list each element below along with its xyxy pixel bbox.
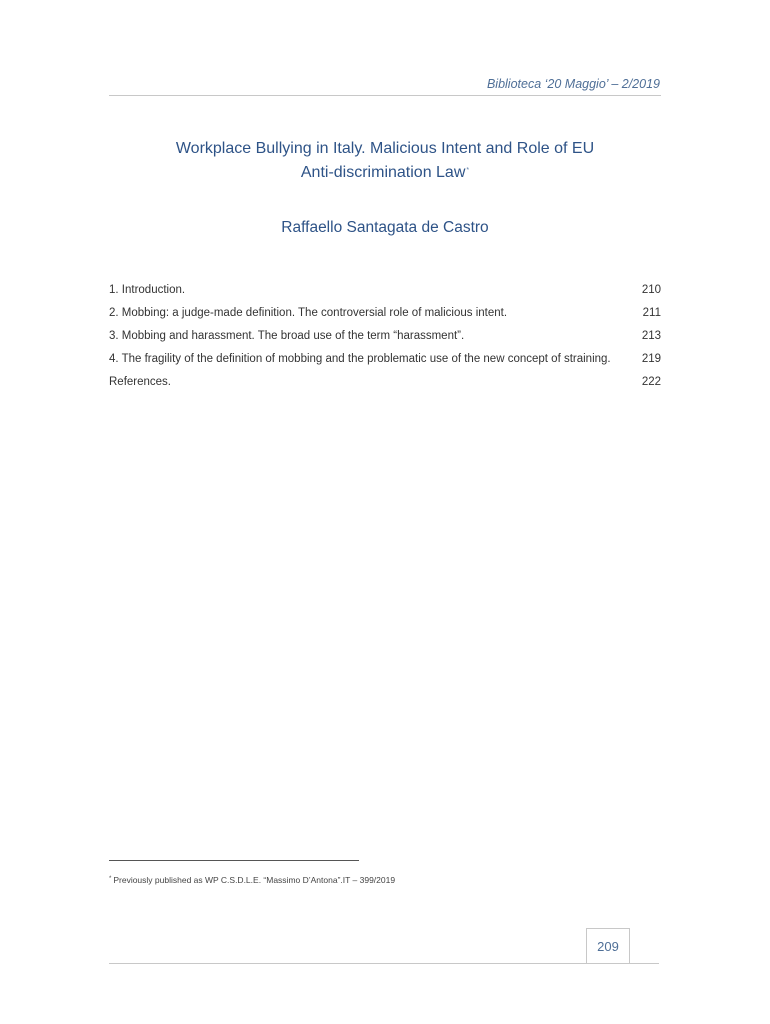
author-name: Raffaello Santagata de Castro	[281, 219, 489, 236]
toc-entry[interactable]	[109, 329, 661, 344]
article-title	[109, 138, 661, 184]
title-line-2	[109, 160, 661, 184]
toc-entry-page: 222	[641, 376, 661, 388]
header-rule	[109, 95, 661, 96]
toc-entry-text: 1. Introduction.	[109, 284, 186, 296]
toc-entry[interactable]	[109, 306, 661, 321]
footnote	[109, 875, 395, 885]
toc-entry[interactable]	[109, 283, 661, 298]
toc-entry[interactable]	[109, 375, 661, 390]
page-number: 209	[586, 928, 630, 963]
toc-entry-text: 4. The fragility of the definition of mobbing and the problematic use of the new concept of straining.	[109, 353, 611, 365]
table-of-contents	[109, 283, 661, 398]
toc-entry[interactable]	[109, 352, 661, 367]
toc-entry-page: 211	[642, 307, 661, 319]
footnote-marker: *	[109, 876, 112, 882]
toc-entry-text: References.	[109, 376, 172, 388]
toc-entry-page: 213	[641, 330, 661, 342]
title-line-1: Workplace Bullying in Italy. Malicious Intent and Role of EU	[175, 140, 595, 157]
footer-rule	[109, 963, 659, 964]
toc-entry-page: 210	[641, 284, 661, 296]
title-footnote-marker: *	[466, 167, 470, 174]
footnote-separator	[109, 860, 359, 861]
running-header: Biblioteca ‘20 Maggio’ – 2/2019	[486, 77, 660, 91]
toc-entry-text: 2. Mobbing: a judge-made definition. The controversial role of malicious intent.	[109, 307, 508, 319]
toc-entry-text: 3. Mobbing and harassment. The broad use of the term “harassment”.	[109, 330, 465, 342]
footnote-text: Previously published as WP C.S.D.L.E. “Massimo D’Antona”.IT – 399/2019	[113, 875, 396, 885]
title-line-2-text: Anti-discrimination Law	[300, 164, 466, 181]
toc-entry-page: 219	[641, 353, 661, 365]
